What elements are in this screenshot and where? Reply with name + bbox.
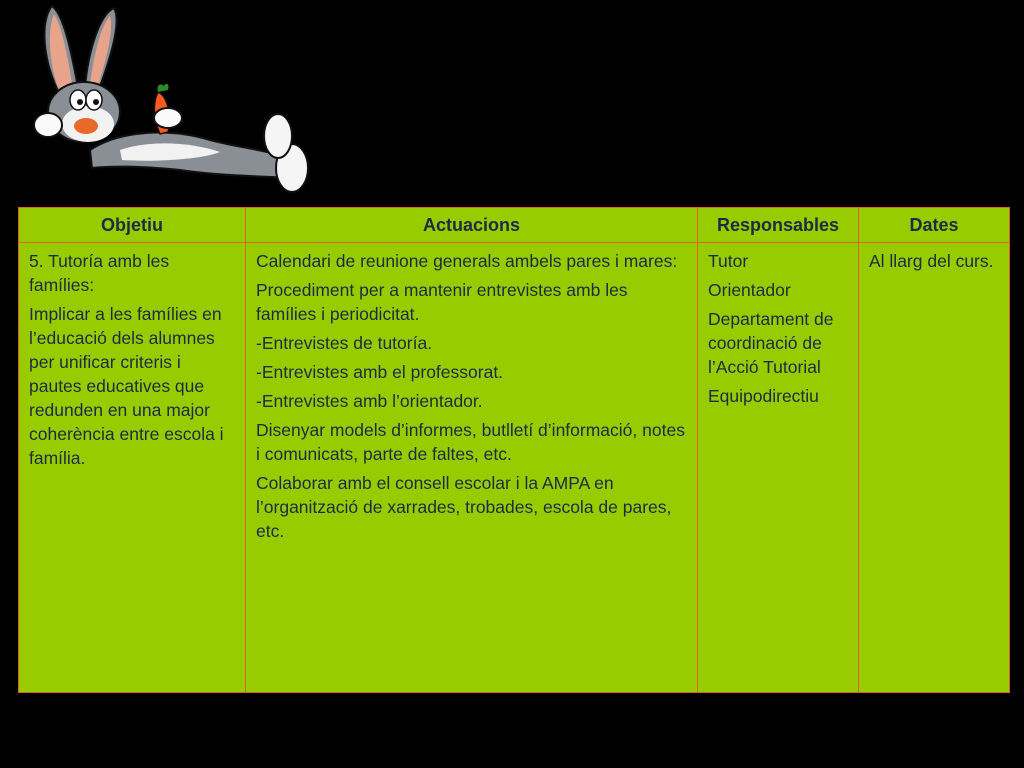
cell-actuacions [246, 243, 698, 693]
objetiu-line: Implicar a les famílies en l’educació dels alumnes per unificar criteris i pautes educatives que redunden en una major coherència entre escola i família. [29, 304, 224, 468]
cartoon-rabbit-with-carrot-icon [30, 0, 310, 200]
actuacio-line: Disenyar models d’informes, butlletí d’informació, notes i comunicats, parte de faltes, etc. [256, 420, 685, 464]
table-header-row [19, 208, 1010, 243]
header-actuacions: Actuacions [246, 208, 698, 243]
header-responsables: Responsables [698, 208, 859, 243]
responsable-line: Equipodirectiu [708, 386, 819, 406]
actuacio-line: Procediment per a mantenir entrevistes amb les famílies i periodicitat. [256, 280, 628, 324]
objetiu-line: 5. Tutoría amb les famílies: [29, 251, 170, 295]
objectives-table [18, 207, 1010, 693]
table-row [19, 243, 1010, 693]
actuacio-line: -Entrevistes amb el professorat. [256, 362, 504, 382]
actuacio-line: Calendari de reunione generals ambels pares i mares: [256, 251, 678, 271]
header-objetiu: Objetiu [19, 208, 246, 243]
cell-dates [859, 243, 1010, 693]
actuacio-line: -Entrevistes amb l’orientador. [256, 391, 483, 411]
cell-responsables [698, 243, 859, 693]
header-dates: Dates [859, 208, 1010, 243]
actuacio-line: -Entrevistes de tutoría. [256, 333, 433, 353]
cell-objetiu [19, 243, 246, 693]
responsable-line: Departament de coordinació de l’Acció Tutorial [708, 309, 834, 377]
responsable-line: Orientador [708, 280, 791, 300]
responsable-line: Tutor [708, 251, 749, 271]
actuacio-line: Colaborar amb el consell escolar i la AMPA en l’organització de xarrades, trobades, escola de pares, etc. [256, 473, 672, 541]
dates-line: Al llarg del curs. [869, 251, 994, 271]
